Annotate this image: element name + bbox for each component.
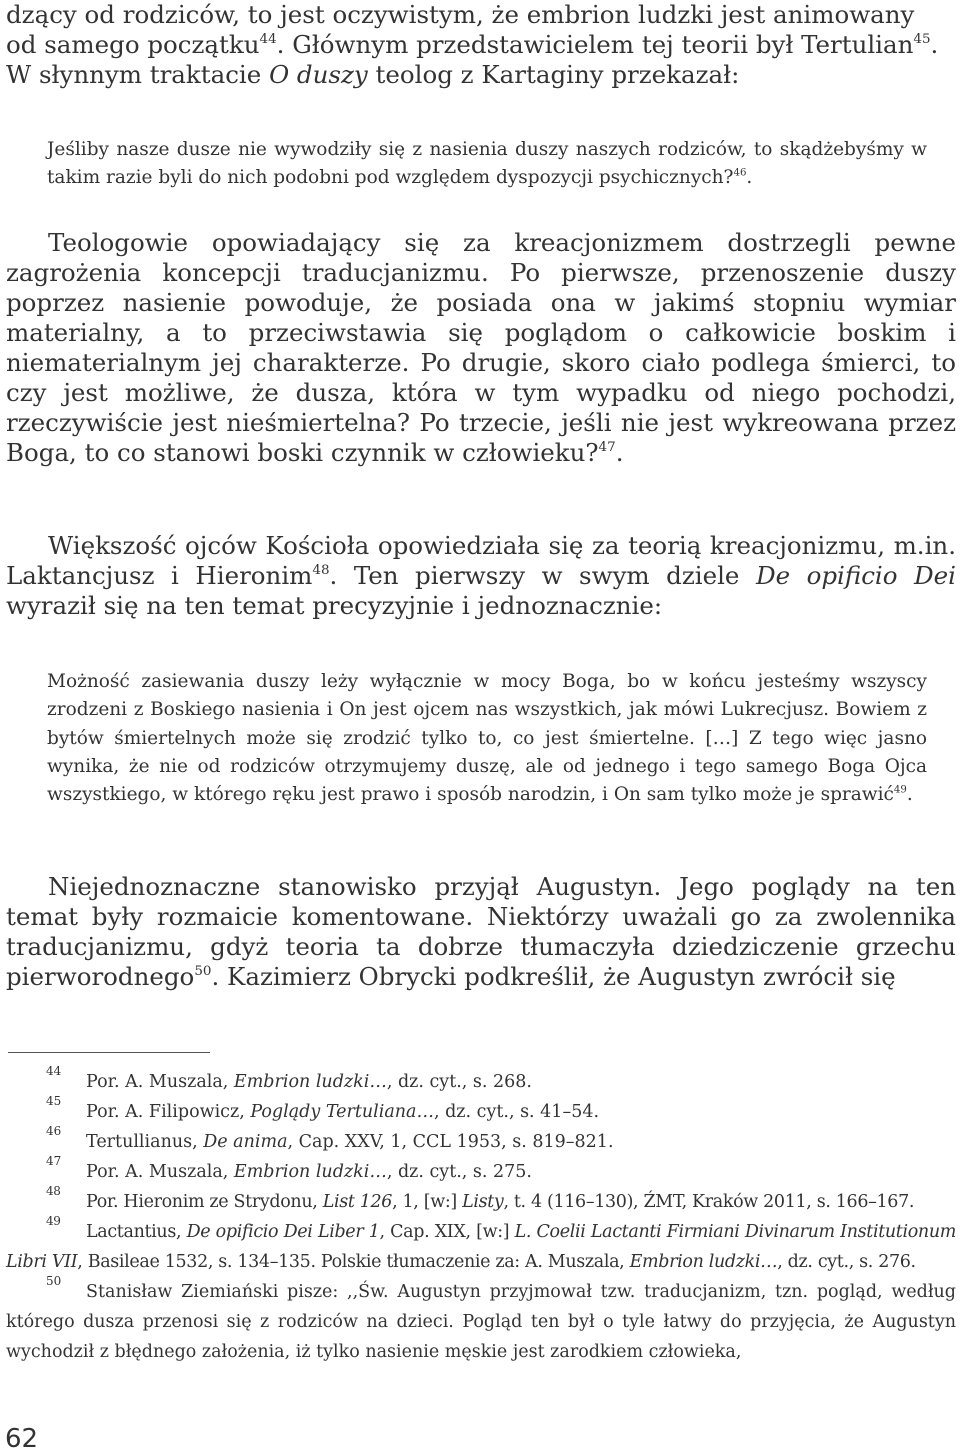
footnote-number: 48 [46, 1184, 61, 1198]
body-line: dzący od rodziców, to jest oczywistym, że embrion ludzki jest animowany [6, 0, 915, 29]
body-text-run: Większość ojców Kościoła opowiedziała się za teorią kreacjonizmu, m.in. Laktancjusz i Hieronim [6, 531, 956, 590]
footnote-number: 45 [46, 1094, 62, 1108]
footnote-text: , dz. cyt., s. 41–54. [433, 1102, 600, 1122]
footnote-number: 47 [46, 1154, 62, 1168]
body-text-run: . [615, 438, 624, 467]
body-paragraph-1 [6, 0, 956, 90]
footnote-text: Por. Hieronim ze Strydonu, [86, 1192, 323, 1212]
work-title: Embrion ludzki… [629, 1252, 778, 1272]
footnote-text: , dz. cyt., s. 268. [386, 1072, 532, 1092]
footnote-number: 44 [46, 1064, 62, 1078]
body-text-run: . [930, 30, 939, 59]
work-title: De opificio Dei [755, 561, 957, 590]
body-paragraph-3 [6, 531, 956, 621]
work-title: De anima [203, 1132, 288, 1152]
footnote-ref-46[interactable]: 46 [733, 167, 747, 179]
footnote-text: Lactantius, [86, 1222, 187, 1242]
footnote-48 [6, 1184, 956, 1217]
footnote-ref-44[interactable]: 44 [259, 30, 277, 47]
body-text-run: . Ten pierwszy w swym dziele [329, 561, 756, 590]
body-text-run: wyraził się na ten temat precyzyjnie i jednoznacznie: [6, 591, 663, 620]
footnote-ref-45[interactable]: 45 [913, 30, 931, 47]
body-text-run: . Głównym przedstawicielem tej teorii był Tertulian [276, 30, 914, 59]
quote-text: Możność zasiewania duszy leży wyłącznie w mocy Boga, bo w końcu jesteśmy wszyscy zrodzeni z Boskiego nasienia i On jest ojcem nas wszystkich, jak mówi Lukrecjusz. Bowiem z bytów śmiertelnych może się zrodzić tylko to, co jest śmiertelne. […] Z tego więc jasno wynika, że nie od rodziców otrzymujemy duszę, ale od jednego i tego samego Boga Ojca wszystkiego, w którego ręku jest prawo i sposób narodzin, i On sam tylko może je sprawić [47, 671, 927, 806]
body-text-run: W słynnym traktacie [6, 60, 270, 89]
body-text-run: Niejednoznaczne stanowisko przyjął Augustyn. Jego poglądy na ten temat były rozmaicie komentowane. Niektórzy uważali go za zwolennika traducjanizmu, gdyż teoria ta dobrze tłumaczyła dziedziczenie grzechu pierworodnego [6, 872, 956, 991]
body-text-run: Teologowie opowiadający się za kreacjonizmem dostrzegli pewne zagrożenia koncepcji traducjanizmu. Po pierwsze, przenoszenie duszy poprzez nasienie powoduje, że posiada ona w jakimś stopniu wymiar materialny, a to przeciwstawia się poglądom o całkowicie boskim i niematerialnym jej charakterze. Po drugie, skoro ciało podlega śmierci, to czy jest możliwe, że dusza, która w tym wypadku od niego pochodzi, rzeczywiście jest nieśmiertelna? Po trzecie, jeśli nie jest wykreowana przez Boga, to co stanowi boski czynnik w człowieku? [6, 228, 956, 467]
body-text-run: . Kazimierz Obrycki podkreślił, że Augustyn zwrócił się [211, 962, 896, 991]
footnote-text: Stanisław Ziemiański pisze: ,,Św. Augustyn przyjmował tzw. traducjanizm, tzn. pogląd, według którego dusza przenosi się z rodziców na dzieci. Pogląd ten był o tyle łatwy do przyjęcia, że Augustyn wychodził z błędnego założenia, iż tylko nasienie męskie jest zarodkiem człowieka, [6, 1282, 956, 1362]
work-title: De opificio Dei Liber 1 [186, 1222, 380, 1242]
quote-text: Jeśliby nasze dusze nie wywodziły się z nasienia duszy naszych rodziców, to skądżebyśmy w takim razie byli do nich podobni pod względem dyspozycji psychicznych? [47, 139, 927, 189]
footnote-text: , dz. cyt., s. 275. [386, 1162, 532, 1182]
footnote-49 [6, 1214, 957, 1277]
page-number: 62 [5, 1424, 39, 1454]
footnote-text: , Basileae 1532, s. 134–135. Polskie tłumaczenie za: A. Muszala, [77, 1252, 630, 1272]
footnote-text: , dz. cyt., s. 276. [777, 1252, 916, 1272]
block-quote-2 [47, 668, 927, 809]
footnote-number: 49 [46, 1214, 61, 1228]
work-title: Listy [462, 1192, 504, 1212]
work-title: O duszy [269, 60, 368, 89]
work-title: Embrion ludzki… [233, 1162, 387, 1182]
quote-end: . [746, 167, 753, 189]
footnote-text: Tertullianus, [86, 1132, 204, 1152]
footnote-separator [8, 1052, 210, 1053]
footnote-text: , t. 4 (116–130), ŹMT, Kraków 2011, s. 166–167. [503, 1192, 915, 1212]
footnote-50 [6, 1274, 956, 1367]
footnotes [6, 1064, 957, 1367]
footnote-text: Por. A. Muszala, [86, 1162, 234, 1182]
footnote-text: , 1, [w:] [392, 1192, 463, 1212]
footnote-ref-47[interactable]: 47 [598, 438, 616, 455]
work-title: Poglądy Tertuliana… [250, 1102, 434, 1122]
footnote-number: 50 [46, 1274, 62, 1288]
footnote-45 [6, 1094, 956, 1127]
body-text-run: teolog z Kartaginy przekazał: [367, 60, 740, 89]
body-paragraph-4 [6, 872, 956, 992]
footnote-ref-48[interactable]: 48 [312, 561, 330, 578]
footnote-ref-50[interactable]: 50 [194, 962, 212, 979]
footnote-text: , Cap. XIX, [w:] [379, 1222, 515, 1242]
quote-end: . [906, 784, 913, 806]
work-title: L. Coelii Lactanti Firmiani Divinarum Institutionum Libri VII [6, 1222, 957, 1272]
footnote-text: Por. A. Filipowicz, [86, 1102, 251, 1122]
work-title: Embrion ludzki… [233, 1072, 387, 1092]
footnote-46 [6, 1124, 956, 1157]
footnote-ref-49[interactable]: 49 [893, 784, 907, 796]
footnote-47 [6, 1154, 956, 1187]
footnote-text: Por. A. Muszala, [86, 1072, 234, 1092]
footnote-text: , Cap. XXV, 1, CCL 1953, s. 819–821. [287, 1132, 614, 1152]
body-text-run: od samego początku [6, 30, 260, 59]
work-title: List 126 [322, 1192, 393, 1212]
block-quote-1 [47, 136, 927, 193]
footnote-number: 46 [46, 1124, 62, 1138]
body-paragraph-2 [6, 228, 956, 468]
footnote-44 [6, 1064, 956, 1097]
